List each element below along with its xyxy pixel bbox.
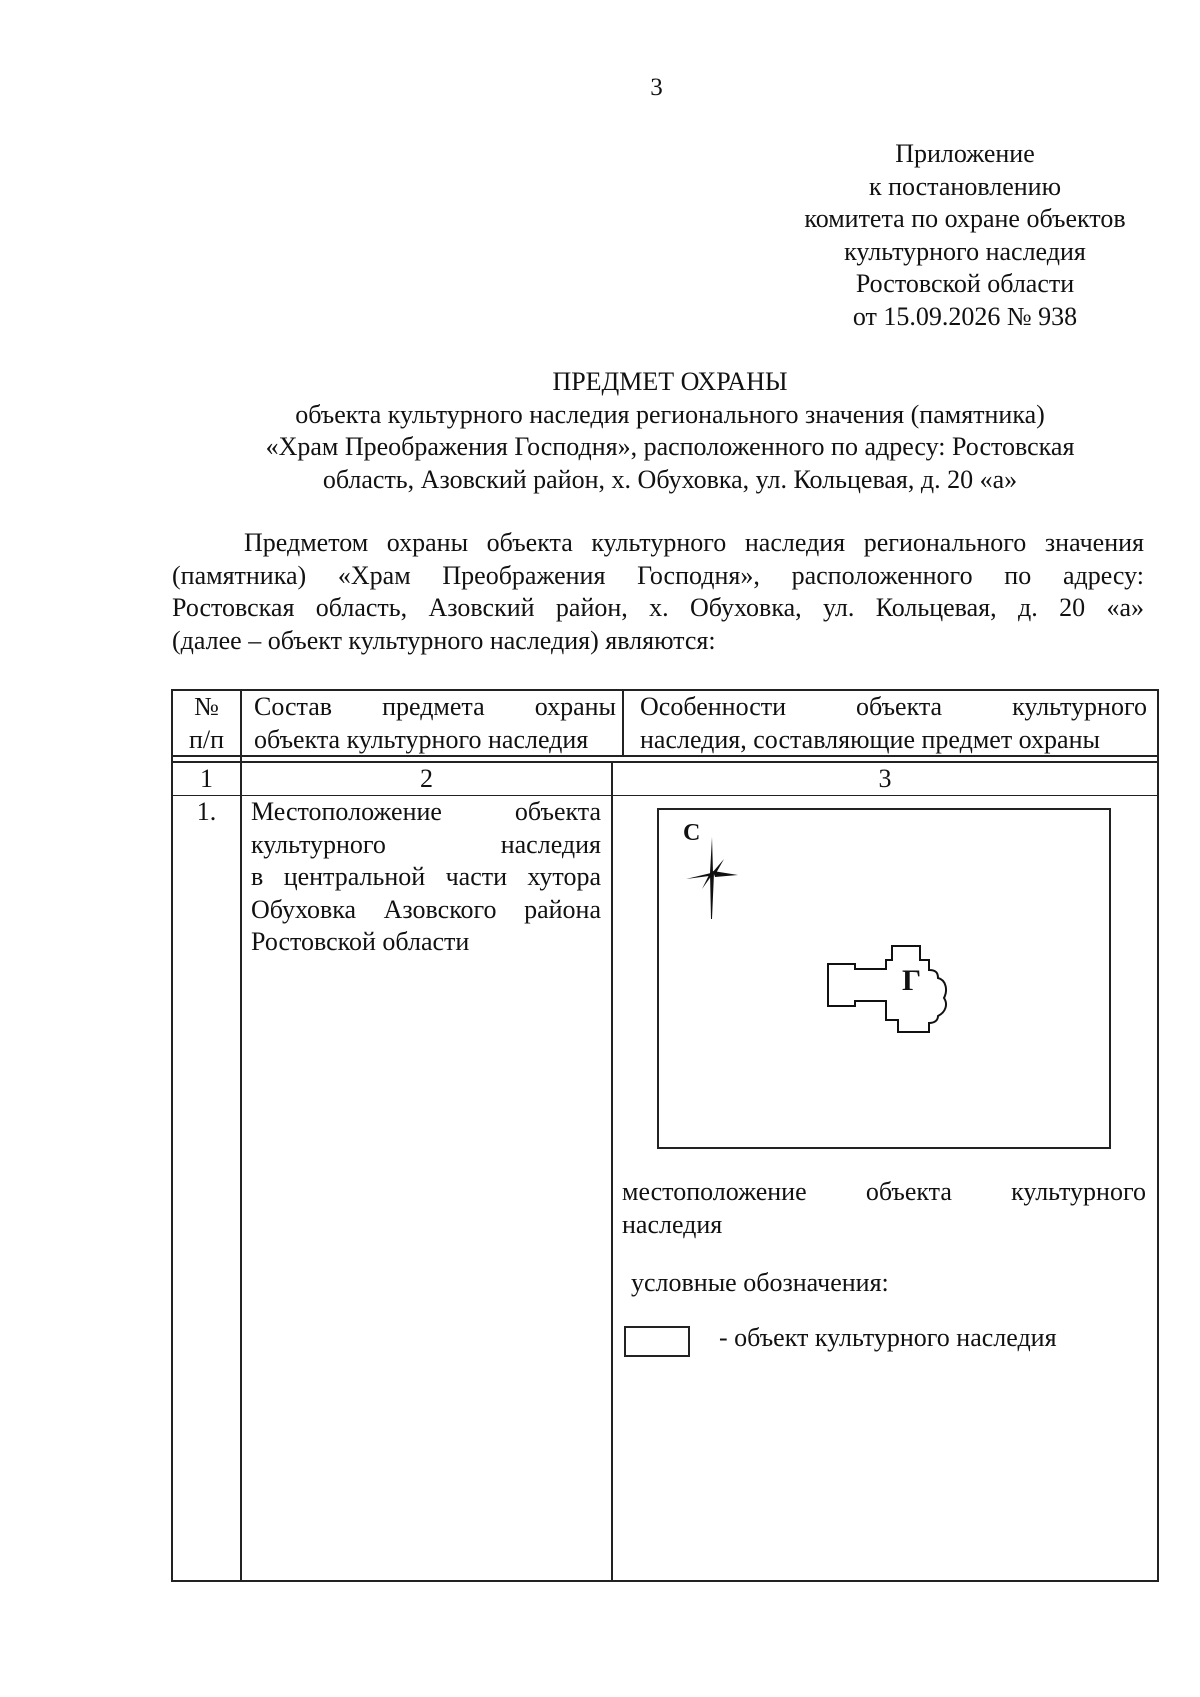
appendix-line: Ростовской области bbox=[855, 269, 1075, 298]
column-number: 3 bbox=[878, 764, 892, 793]
header-text: объекта культурного наследия bbox=[254, 724, 589, 754]
legend-item: - объект культурного наследия bbox=[719, 1323, 1057, 1352]
church-building-icon bbox=[826, 938, 960, 1034]
header-cell-features bbox=[640, 691, 1147, 756]
composition-line: Ростовской области bbox=[251, 927, 470, 956]
building-label: Г bbox=[902, 964, 922, 997]
table-border-bottom bbox=[171, 1580, 1158, 1582]
compass-rose-icon bbox=[680, 835, 740, 920]
composition-line: Местоположение объекта bbox=[251, 797, 601, 826]
appendix-line: культурного наследия bbox=[844, 236, 1086, 266]
row-number: 1. bbox=[196, 797, 217, 826]
intro-paragraph bbox=[172, 527, 1144, 657]
document-title bbox=[210, 366, 1130, 496]
row-composition bbox=[251, 796, 601, 959]
title-heading: ПРЕДМЕТ ОХРАНЫ bbox=[552, 367, 788, 396]
title-line: объекта культурного наследия регионального значения (памятника) bbox=[295, 399, 1045, 429]
column-number: 1 bbox=[200, 764, 213, 793]
intro-line: (далее – объект культурного наследия) являются: bbox=[172, 625, 716, 655]
legend-title: условные обозначения: bbox=[631, 1268, 889, 1297]
header-text: наследия, составляющие предмет охраны bbox=[640, 724, 1100, 754]
header-cell-number bbox=[173, 691, 240, 756]
table-col-divider bbox=[240, 689, 242, 1582]
appendix-line: Приложение bbox=[895, 139, 1035, 168]
title-line: область, Азовский район, х. Обуховка, ул. Кольцевая, д. 20 «а» bbox=[322, 464, 1018, 494]
header-text: Особенности объекта культурного bbox=[640, 692, 1147, 721]
header-cell-composition bbox=[254, 691, 616, 756]
appendix-block bbox=[700, 138, 1200, 333]
appendix-line: к постановлению bbox=[868, 171, 1062, 201]
page-number: 3 bbox=[650, 74, 663, 101]
appendix-date-line: от 15.09.2026 № 938 bbox=[852, 301, 1078, 331]
caption-line: наследия bbox=[622, 1209, 723, 1239]
map-caption bbox=[622, 1176, 1146, 1241]
appendix-line: комитета по охране объектов bbox=[804, 204, 1126, 233]
composition-line: Обуховка Азовского района bbox=[251, 894, 601, 924]
composition-line: культурного наследия bbox=[251, 829, 601, 859]
caption-line: местоположение объекта культурного bbox=[622, 1177, 1146, 1206]
header-text: п/п bbox=[188, 724, 225, 754]
intro-line: Ростовская область, Азовский район, х. Обуховка, ул. Кольцевая, д. 20 «а» bbox=[172, 593, 1144, 622]
intro-line: (памятника) «Храм Преображения Господня», расположенного по адресу: bbox=[172, 560, 1144, 590]
table-col-divider bbox=[622, 689, 624, 757]
column-number: 2 bbox=[420, 764, 433, 793]
header-text: Состав предмета охраны bbox=[254, 692, 616, 721]
table-border-right bbox=[1157, 689, 1159, 1582]
title-line: «Храм Преображения Господня», расположенного по адресу: Ростовская bbox=[265, 432, 1075, 461]
header-text: № bbox=[194, 692, 219, 721]
table-col-divider bbox=[611, 761, 613, 1582]
composition-line: в центральной части хутора bbox=[251, 862, 601, 891]
intro-line: Предметом охраны объекта культурного наследия регионального значения bbox=[244, 528, 1144, 557]
legend-symbol bbox=[624, 1326, 690, 1357]
north-label: С bbox=[683, 820, 701, 846]
